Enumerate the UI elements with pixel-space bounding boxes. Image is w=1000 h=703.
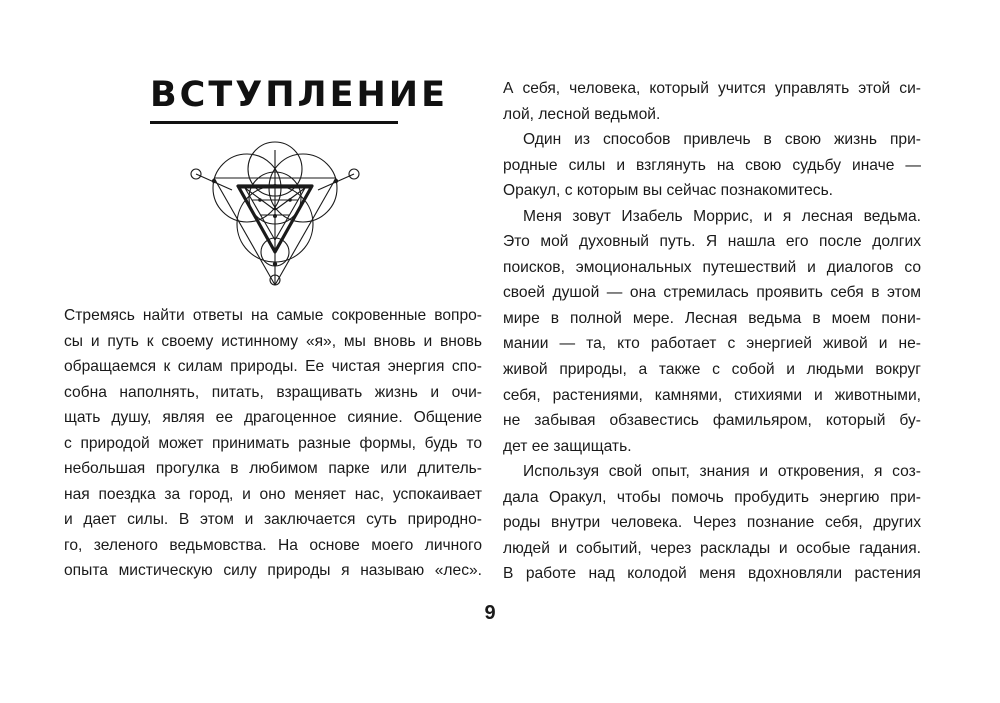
text-line: не забывая обзавестись фамильяром, который бу-: [503, 412, 921, 430]
page-number: 9: [484, 602, 496, 624]
text-line: обращаемся к силам природы. Ее чистая энергия спо-: [64, 358, 482, 376]
text-line: поисков, эмоциональных путешествий и диалогов со: [503, 258, 921, 276]
text-line: щать душу, являя ее драгоценное сияние. Общение: [64, 409, 482, 427]
right-text-column: [503, 76, 921, 587]
text-line: го, зеленого ведьмовства. На основе моего личного: [64, 536, 482, 554]
text-line: роды внутри человека. Через познание себя, других: [503, 514, 921, 532]
text-line: ная поездка за город, и оно меняет нас, успокаивает: [64, 485, 482, 503]
sacred-geometry-triangle-circles-icon: [190, 140, 360, 290]
left-text-column: [64, 303, 482, 584]
text-line: опыта мистическую силу природы я называю «лес».: [64, 562, 482, 580]
text-line: себя, растениями, камнями, стихиями и животными,: [503, 386, 921, 404]
text-line: с природой может принимать разные формы, будь то: [64, 434, 482, 452]
text-line: дет ее защищать.: [503, 437, 632, 455]
text-line: своей душой — она стремилась проявить себя в этом: [503, 284, 921, 302]
text-line: людей и событий, через расклады и особые гадания.: [503, 539, 921, 557]
text-line: В работе над колодой меня вдохновляли растения: [503, 565, 921, 583]
text-line: Оракул, с которым вы сейчас познакомитесь.: [503, 182, 834, 200]
text-line: А себя, человека, который учится управлять этой си-: [503, 80, 921, 97]
chapter-heading: ВСТУПЛЕНИЕ: [150, 75, 448, 115]
text-line: Это мой духовный путь. Я нашла его после долгих: [503, 233, 921, 251]
text-line: собна наполнять, питать, взращивать жизнь и очи-: [64, 383, 482, 401]
text-line: родные силы и взглянуть на свою судьбу иначе —: [503, 156, 921, 174]
text-line: и дает силы. В этом и заключается суть природно-: [64, 511, 482, 529]
heading-underline: [150, 121, 398, 124]
text-line: лой, лесной ведьмой.: [503, 105, 661, 123]
text-line: дала Оракул, чтобы помочь пробудить энергию при-: [503, 488, 921, 506]
text-line: сы и путь к своему истинному «я», мы вновь и вновь: [64, 332, 482, 350]
text-line: мании — та, кто работает с энергией живой и не-: [503, 335, 921, 353]
text-line: Меня зовут Изабель Моррис, и я лесная ведьма.: [523, 207, 921, 225]
text-line: небольшая прогулка в любимом парке или длитель-: [64, 460, 482, 478]
text-line: живой природы, а также с собой и людьми вокруг: [503, 361, 921, 379]
text-line: мире в полной мере. Лесная ведьма в моем пони-: [503, 309, 921, 327]
text-line: Стремясь найти ответы на самые сокровенные вопро-: [64, 307, 482, 324]
text-line: Используя свой опыт, знания и откровения, я соз-: [523, 463, 921, 481]
text-line: Один из способов привлечь в свою жизнь при-: [523, 131, 921, 149]
